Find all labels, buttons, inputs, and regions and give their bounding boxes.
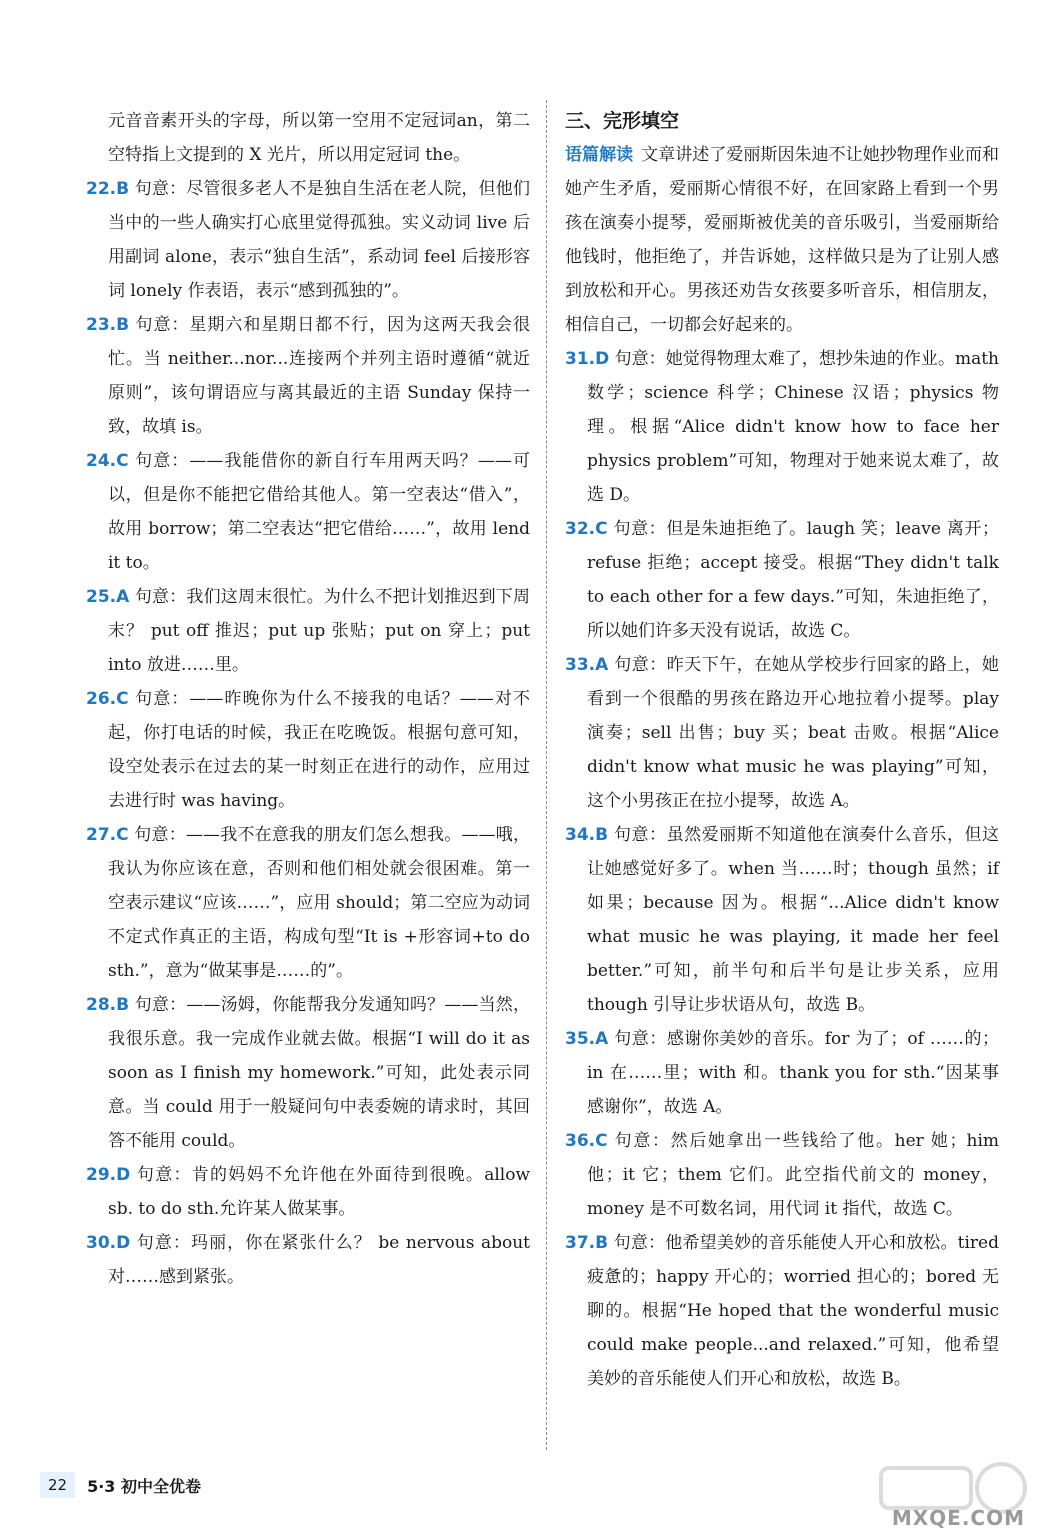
answer-item	[565, 648, 999, 818]
right-answer-list	[565, 342, 999, 1396]
answer-number: 36.C	[565, 1131, 608, 1151]
answer-explanation: 句意：她觉得物理太难了，想抄朱迪的作业。math 数学；science 科学；Chinese 汉语；physics 物理。根据“Alice didn't know how to face her physics problem”可知，物理对于她来说太难了，故选 D。	[587, 349, 999, 505]
answer-explanation: 句意：我们这周末很忙。为什么不把计划推迟到下周末？ put off 推迟；put up 张贴；put on 穿上；put into 放进……里。	[108, 587, 530, 675]
answer-explanation: 句意：昨天下午，在她从学校步行回家的路上，她看到一个很酷的男孩在路边开心地拉着小提琴。play 演奏；sell 出售；buy 买；beat 击败。根据“Alice didn't know what music he was playing”可知，这个小男孩正在拉小提琴，故选 A。	[587, 655, 1000, 811]
passage-summary-label: 语篇解读	[565, 145, 634, 165]
answer-item	[86, 818, 530, 988]
answer-number: 28.B	[86, 995, 130, 1015]
answer-explanation: 句意：——汤姆，你能帮我分发通知吗？——当然，我很乐意。我一完成作业就去做。根据“I will do it as soon as I finish my homework.”可知，此处表示同意。当 could 用于一般疑问句中表委婉的请求时，其回答不能用 could。	[108, 995, 531, 1151]
page-footer	[40, 1468, 201, 1502]
answer-explanation: 句意：尽管很多老人不是独自生活在老人院，但他们当中的一些人确实打心底里觉得孤独。实义动词 live 后用副词 alone，表示“独自生活”，系动词 feel 后接形容词 lonely 作表语，表示“感到孤独的”。	[108, 179, 531, 301]
page-number: 22	[40, 1472, 75, 1498]
column-divider	[546, 100, 547, 1450]
answer-explanation: 句意：——昨晚你为什么不接我的电话？——对不起，你打电话的时候，我正在吃晚饭。根据句意可知，设空处表示在过去的某一时刻正在进行的动作，应用过去进行时 was having。	[108, 689, 531, 811]
answer-number: 29.D	[86, 1165, 131, 1185]
book-title: 5·3 初中全优卷	[87, 1476, 202, 1496]
answer-item	[565, 342, 999, 512]
answer-number: 30.D	[86, 1233, 131, 1253]
passage-summary-text: 文章讲述了爱丽斯因朱迪不让她抄物理作业而和她产生矛盾，爱丽斯心情很不好，在回家路上看到一个男孩在演奏小提琴，爱丽斯被优美的音乐吸引，当爱丽斯给他钱时，他拒绝了，并告诉她，这样做只是为了让别人感到放松和开心。男孩还劝告女孩要多听音乐，相信朋友，相信自己，一切都会好起来的。	[565, 145, 1000, 335]
answer-explanation: 句意：玛丽，你在紧张什么？ be nervous about 对……感到紧张。	[108, 1233, 530, 1287]
answer-number: 26.C	[86, 689, 129, 709]
answer-item	[86, 580, 530, 682]
answer-number: 25.A	[86, 587, 130, 607]
answer-explanation: 句意：然后她拿出一些钱给了他。her 她；him 他；it 它；them 它们。此空指代前文的 money，money 是不可数名词，用代词 it 指代，故选 C。	[587, 1131, 1000, 1219]
answer-explanation: 句意：但是朱迪拒绝了。laugh 笑；leave 离开；refuse 拒绝；accept 接受。根据“They didn't talk to each other for a few days.”可知，朱迪拒绝了，所以她们许多天没有说话，故选 C。	[587, 519, 999, 641]
answer-item	[565, 512, 999, 648]
answer-item	[86, 104, 530, 172]
answer-number: 33.A	[565, 655, 609, 675]
answer-item	[86, 308, 530, 444]
answer-item	[565, 1022, 999, 1124]
answer-item	[86, 444, 530, 580]
answer-explanation: 句意：他希望美妙的音乐能使人开心和放松。tired 疲惫的；happy 开心的；worried 担心的；bored 无聊的。根据“He hoped that the wonderful music could make people...and relaxed.”可知，他希望美妙的音乐能使人们开心和放松，故选 B。	[587, 1233, 999, 1389]
answer-explanation: 句意：虽然爱丽斯不知道他在演奏什么音乐，但这让她感觉好多了。when 当……时；though 虽然；if 如果；because 因为。根据“...Alice didn't know what music he was playing, it made her feel better.”可知，前半句和后半句是让步关系，应用 though 引导让步状语从句，故选 B。	[587, 825, 1000, 1015]
answer-item	[86, 1226, 530, 1294]
answer-explanation: 句意：星期六和星期日都不行，因为这两天我会很忙。当 neither...nor...连接两个并列主语时遵循“就近原则”，该句谓语应与离其最近的主语 Sunday 保持一致，故填 is。	[108, 315, 531, 437]
watermark-site: MXQE.COM	[891, 1506, 1025, 1530]
answer-explanation: 句意：感谢你美妙的音乐。for 为了；of ……的；in 在……里；with 和。thank you for sth.“因某事感谢你”，故选 A。	[587, 1029, 999, 1117]
answer-explanation: 句意：——我不在意我的朋友们怎么想我。——哦，我认为你应该在意，否则和他们相处就会很困难。第一空表示建议“应该……”，应用 should；第二空应为动词不定式作真正的主语，构成句型“It is +形容词+to do sth.”，意为“做某事是……的”。	[108, 825, 531, 981]
answer-number: 32.C	[565, 519, 608, 539]
answer-item	[565, 1226, 999, 1396]
answer-number: 31.D	[565, 349, 610, 369]
answer-item	[86, 172, 530, 308]
answer-number: 22.B	[86, 179, 130, 199]
answer-explanation: 句意：肯的妈妈不允许他在外面待到很晚。allow sb. to do sth.允许某人做某事。	[108, 1165, 531, 1219]
answer-number: 24.C	[86, 451, 129, 471]
answer-number: 37.B	[565, 1233, 609, 1253]
answer-explanation: 句意：——我能借你的新自行车用两天吗？——可以，但是你不能把它借给其他人。第一空表达“借入”，故用 borrow；第二空表达“把它借给……”，故用 lend it to。	[108, 451, 531, 573]
answer-number: 35.A	[565, 1029, 609, 1049]
right-column	[565, 104, 999, 1396]
answer-item	[86, 1158, 530, 1226]
answer-item	[565, 818, 999, 1022]
answer-number: 23.B	[86, 315, 130, 335]
left-column	[86, 104, 530, 1294]
answer-item	[86, 988, 530, 1158]
section-title: 三、完形填空	[565, 110, 680, 132]
passage-summary	[565, 138, 999, 342]
answer-item	[565, 1124, 999, 1226]
answer-number: 27.C	[86, 825, 129, 845]
answer-item	[86, 682, 530, 818]
answer-number: 34.B	[565, 825, 609, 845]
answer-explanation: 元音音素开头的字母，所以第一空用不定冠词an，第二空特指上文提到的 X 光片，所以用定冠词 the。	[108, 111, 530, 165]
